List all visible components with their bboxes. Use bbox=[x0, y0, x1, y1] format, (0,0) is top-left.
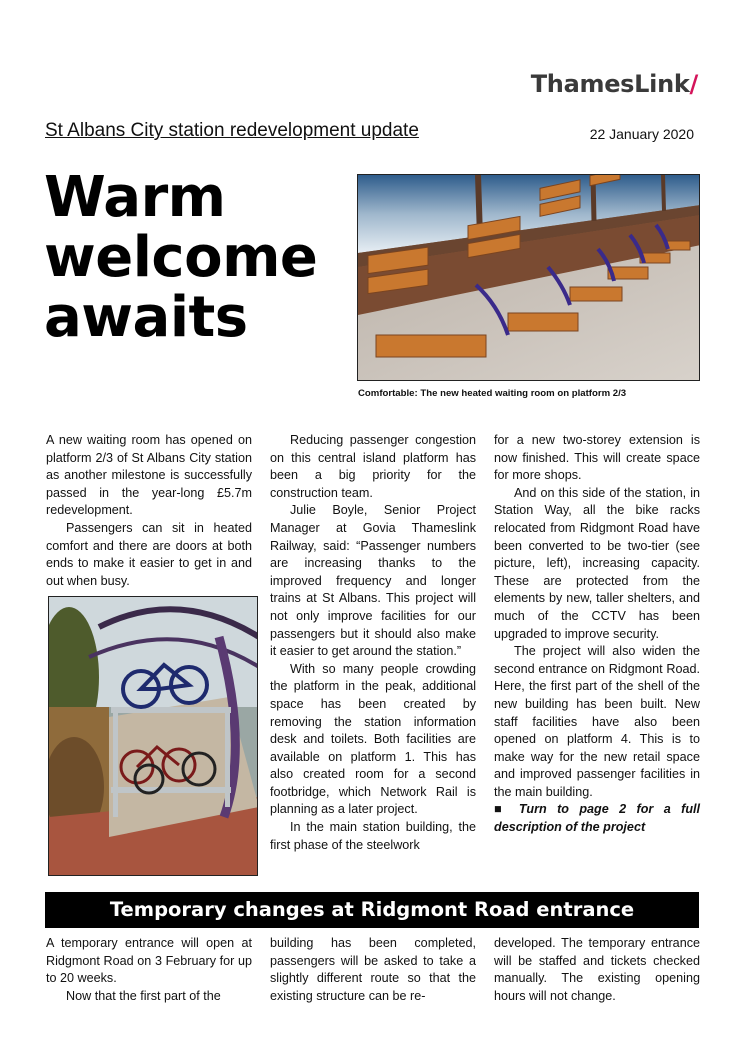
paragraph: And on this side of the station, in Station Way, all the bike racks relocated from Ridgmont Road have been converted to be two-tier (see picture, left), increasing capacity. These are protected from the elements by new, taller shelters, and much of the CCTV has been upgraded to improve security. bbox=[494, 485, 700, 641]
brand-name: ThamesLink bbox=[530, 70, 690, 98]
article-column-2 bbox=[270, 432, 476, 854]
paragraph: Passengers can sit in heated comfort and there are doors at both ends to make it easier to get in and out when busy. bbox=[46, 520, 252, 588]
paragraph: The project will also widen the second entrance on Ridgmont Road. Here, the first part of the shell of the new building has been built. New staff facilities have also been opened on platform 4. This is to make way for the new retail space and improved passenger facilities in the main building. bbox=[494, 644, 700, 799]
headline-line-1: Warm bbox=[44, 165, 226, 230]
section-banner: Temporary changes at Ridgmont Road entrance bbox=[45, 892, 699, 928]
paragraph: In the main station building, the first phase of the steelwork bbox=[270, 820, 476, 852]
turn-page-text: Turn to page 2 for a full description of the project bbox=[494, 802, 701, 835]
bottom-column-3 bbox=[494, 935, 700, 1005]
bike-racks-photo bbox=[48, 596, 258, 876]
brand-slash: / bbox=[689, 70, 698, 98]
paragraph: Reducing passenger congestion on this central island platform has been a big priority for the construction team. bbox=[270, 433, 476, 500]
paragraph: With so many people crowding the platform in the peak, additional space has been created by removing the station information desk and toilets. Both facilities are available on platform 1. This has also created room for a second footbridge, which Network Rail is planning as a later project. bbox=[270, 661, 476, 817]
photo-caption: Comfortable: The new heated waiting room on platform 2/3 bbox=[358, 388, 627, 399]
paragraph: Now that the first part of the bbox=[66, 988, 221, 1003]
headline bbox=[44, 165, 354, 350]
bottom-column-2 bbox=[270, 935, 476, 1005]
paragraph: A new waiting room has opened on platform 2/3 of St Albans City station as another milestone is successfully passed in the year-long £5.7m redevelopment. bbox=[46, 433, 252, 518]
paragraph: for a new two-storey extension is now finished. This will create space for more shops. bbox=[494, 433, 700, 483]
headline-line-3: awaits bbox=[44, 285, 248, 350]
turn-page-note bbox=[494, 801, 700, 836]
thameslink-logo bbox=[531, 70, 698, 98]
square-bullet-icon: ■ bbox=[494, 802, 509, 817]
paragraph: Julie Boyle, Senior Project Manager at Govia Thameslink Railway, said: “Passenger numbers are increasing thanks to the improved frequency and longer trains at St Albans. This project will not only improve facilities for our passengers but it should also make it easier to get around the station.” bbox=[270, 503, 476, 659]
kicker: St Albans City station redevelopment update bbox=[45, 120, 419, 141]
paragraph: A temporary entrance will open at Ridgmont Road on 3 February for up to 20 weeks. bbox=[46, 936, 252, 986]
paragraph: developed. The temporary entrance will be staffed and tickets checked manually. The existing opening hours will not change. bbox=[494, 936, 700, 1003]
headline-line-2: welcome bbox=[44, 225, 318, 290]
bottom-column-1 bbox=[46, 935, 252, 1005]
paragraph: building has been completed, passengers will be asked to take a slightly different route so that the existing structure can be re- bbox=[270, 936, 476, 1003]
article-column-3 bbox=[494, 432, 700, 837]
waiting-room-illustration bbox=[358, 175, 700, 381]
waiting-room-photo bbox=[357, 174, 700, 381]
issue-date: 22 January 2020 bbox=[589, 126, 694, 142]
article-column-1 bbox=[46, 432, 252, 590]
bike-racks-illustration bbox=[49, 597, 258, 876]
